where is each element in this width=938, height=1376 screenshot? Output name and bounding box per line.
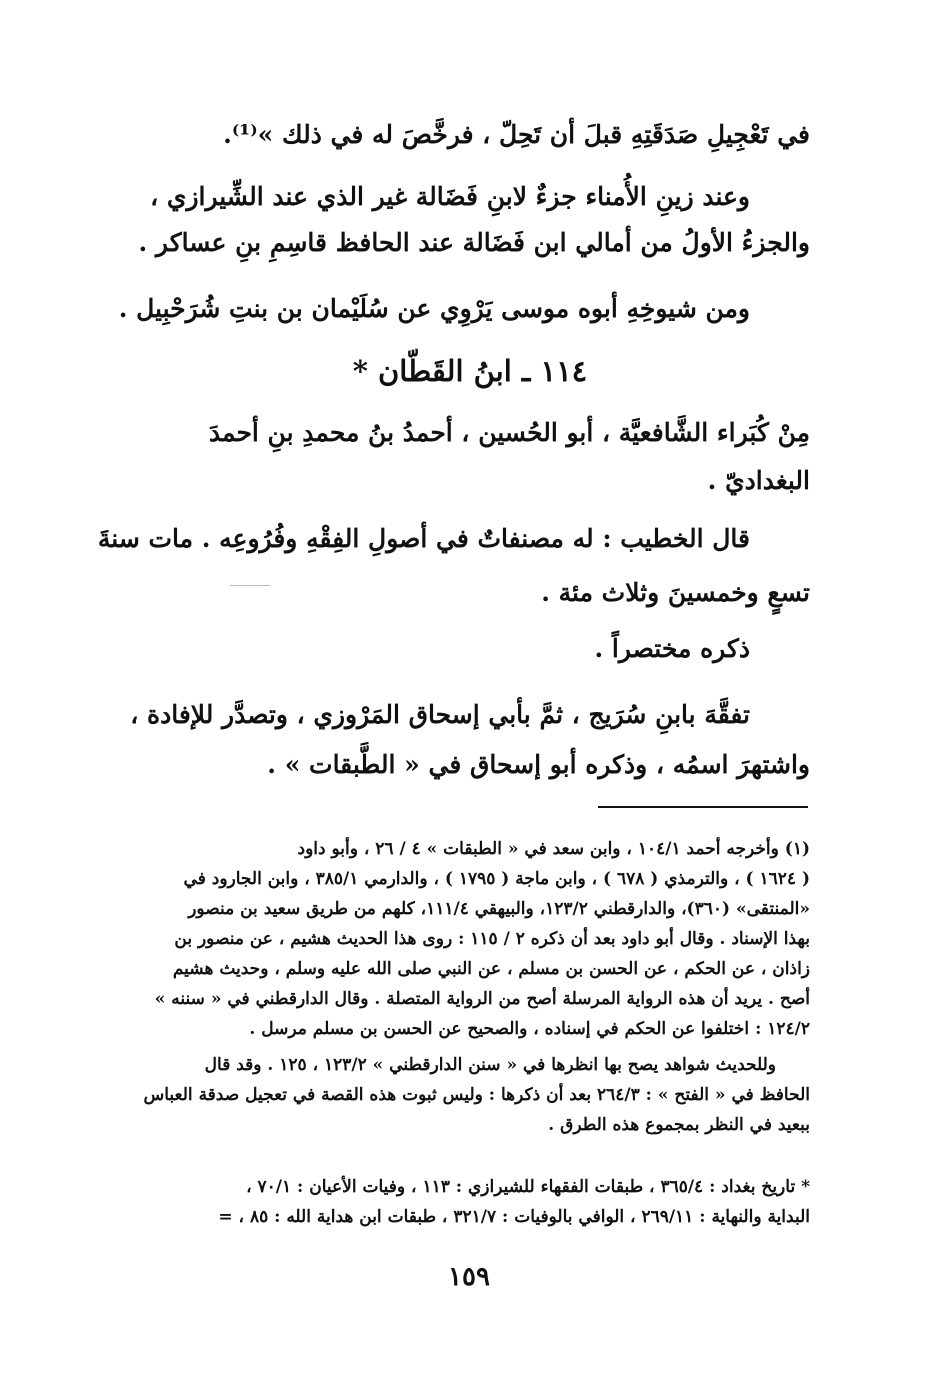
scan-mark xyxy=(230,585,270,586)
footnote-line: * تاريخ بغداد : ٣٦٥/٤ ، طبقات الفقهاء للشيرازي : ١١٣ ، وفيات الأعيان : ٧٠/١ ، xyxy=(246,1177,810,1197)
text-line: واشتهرَ اسمُه ، وذكره أبو إسحاق في « الطَّبقات » . xyxy=(267,750,810,779)
footnote-line: «المنتقى» (٣٦٠)، والدارقطني ١٢٣/٢، والبيهقي ١١١/٤، كلهم من طريق سعيد بن منصور xyxy=(188,899,810,919)
text-line: تفقَّهَ بابنِ سُرَيج ، ثمَّ بأبي إسحاق المَرْوزي ، وتصدَّر للإفادة ، xyxy=(130,700,750,729)
paragraph-4 xyxy=(130,408,810,506)
footnote-separator xyxy=(598,806,808,808)
text-line: وعند زينِ الأُمناء جزءٌ لابنِ فَضَالة غير الذي عند الشِّيرازي ، xyxy=(150,182,750,211)
paragraph-1 xyxy=(130,110,810,160)
paragraph-6 xyxy=(130,624,810,674)
text-line: تسعٍ وخمسينَ وثلاث مئة . xyxy=(541,578,810,607)
text-line: ومن شيوخِهِ أبوه موسى يَرْوِي عن سُلَيْمان بن بنتِ شُرَحْبِيل . xyxy=(118,294,750,323)
text-line: ذكره مختصراً . xyxy=(594,634,750,663)
text-line: قال الخطيب : له مصنفاتٌ في أصولِ الفِقْهِ وفُرُوعِه . مات سنةَ xyxy=(97,524,750,553)
footnote-line: البداية والنهاية : ٢٦٩/١١ ، الوافي بالوفيات : ٣٢١/٧ ، طبقات ابن هداية الله : ٨٥ ، = xyxy=(218,1207,810,1227)
footnote-line: ببعيد في النظر بمجموع هذه الطرق . xyxy=(548,1115,810,1135)
text-line: والجزءُ الأولُ من أمالي ابن فَضَالة عند الحافظ قاسِمِ بنِ عساكر . xyxy=(138,228,810,257)
text-line: في تَعْجِيلِ صَدَقَتِهِ قبلَ أن تَحِلّ ، فرخَّصَ له في ذلك »⁽¹⁾. xyxy=(223,120,810,149)
paragraph-5 xyxy=(97,514,810,618)
text-line: مِنْ كُبَراء الشَّافعيَّة ، أبو الحُسين ، أحمدُ بنُ محمدِ بنِ أحمدَ xyxy=(208,418,810,447)
footnote-2 xyxy=(130,1050,810,1140)
footnote-line: ( ١٦٢٤ ) ، والترمذي ( ٦٧٨ ) ، وابن ماجة ( ١٧٩٥ ) ، والدارمي ٣٨٥/١ ، وابن الجارود في xyxy=(183,869,810,889)
entry-heading: ١١٤ ـ ابنُ القَطّان * xyxy=(352,354,588,388)
footnote-line: زاذان ، عن الحكم ، عن الحسن بن مسلم ، عن النبي صلى الله عليه وسلم ، وحديث هشيم xyxy=(172,959,810,979)
footnote-line: ١٢٤/٢ : اختلفوا عن الحكم في إسناده ، والصحيح عن الحسن بن مسلم مرسل . xyxy=(249,1019,810,1039)
footnote-sources xyxy=(130,1172,810,1232)
paragraph-2 xyxy=(130,172,810,268)
footnote-line: بهذا الإسناد . وقال أبو داود بعد أن ذكره ٢ / ١١٥ : روى هذا الحديث هشيم ، عن منصور بن xyxy=(174,929,810,949)
text-line: البغداديّ . xyxy=(707,466,810,495)
footnote-1 xyxy=(130,834,810,1044)
footnote-line: (١) وأخرجه أحمد ١٠٤/١ ، وابن سعد في « الطبقات » ٤ / ٢٦ ، وأبو داود xyxy=(297,839,810,859)
paragraph-7 xyxy=(130,690,810,790)
page-number: ١٥٩ xyxy=(448,1262,490,1292)
footnote-line: وللحديث شواهد يصح بها انظرها في « سنن الدارقطني » ١٢٣/٢ ، ١٢٥ . وقد قال xyxy=(204,1055,776,1075)
paragraph-3 xyxy=(118,284,810,334)
footnote-line: الحافظ في « الفتح » : ٢٦٤/٣ بعد أن ذكرها : وليس ثبوت هذه القصة في تعجيل صدقة العباس xyxy=(143,1085,810,1105)
footnote-line: أصح . يريد أن هذه الرواية المرسلة أصح من الرواية المتصلة . وقال الدارقطني في « سننه » xyxy=(154,989,810,1009)
